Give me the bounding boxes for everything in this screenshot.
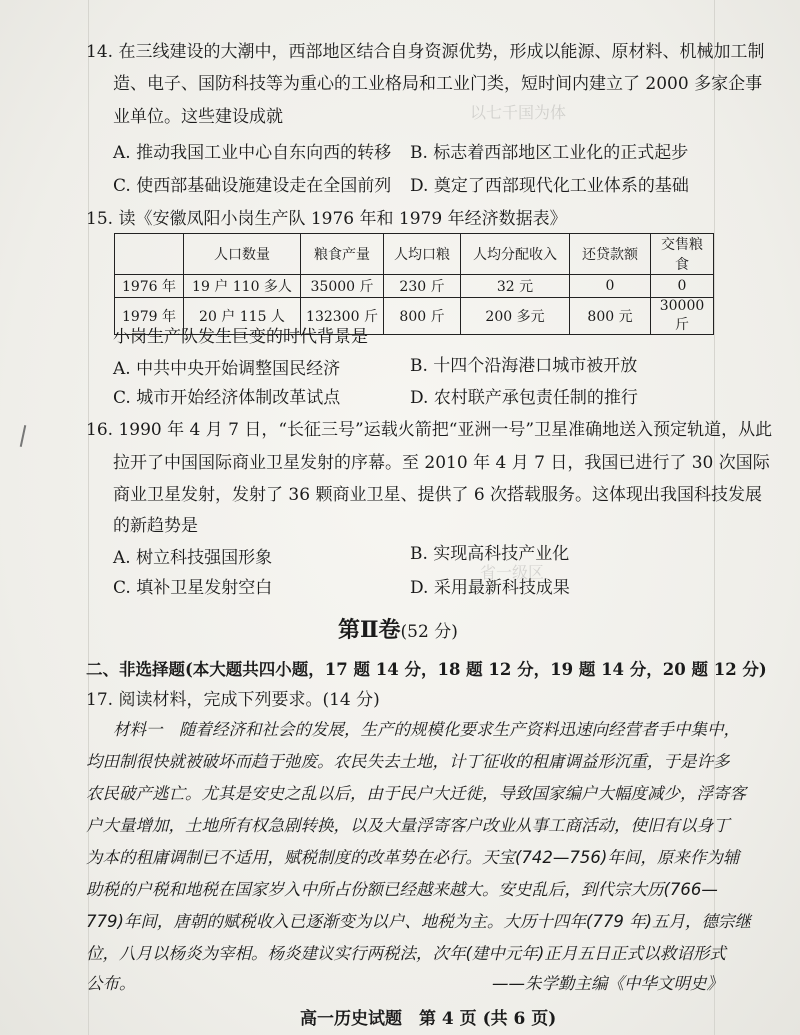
table-header-cell: 交售粮食 [651,234,714,275]
section-2-score: (52 分) [400,622,458,642]
table-cell: 35000 斤 [301,275,384,298]
q15-data-table [114,233,714,335]
q15-question: 小岗生产队发生巨变的时代背景是 [113,327,368,347]
q17-material-line: 为本的租庸调制已不适用，赋税制度的改革势在必行。天宝(742—756)年间，原来作为辅 [86,848,740,867]
q17-material-line: 户大量增加，土地所有权急剧转换，以及大量浮寄客户改业从事工商活动，使旧有以身丁 [86,816,730,835]
table-cell: 230 斤 [384,275,461,298]
table-cell: 800 元 [570,298,651,335]
table-header-cell: 人均分配收入 [461,234,570,275]
q17-stem: 17. 阅读材料，完成下列要求。(14 分) [86,690,380,710]
table-header-cell: 还贷款额 [570,234,651,275]
q15-stem: 15. 读《安徽凤阳小岗生产队 1976 年和 1979 年经济数据表》 [86,209,567,229]
section-2-heading: 二、非选择题(本大题共四小题，17 题 14 分，18 题 12 分，19 题 14 分，20 题 12 分) [86,660,767,679]
q17-source: ——朱学勤主编《中华文明史》 [492,974,723,993]
q14-stem-line: 造、电子、国防科技等为重心的工业格局和工业门类，短时间内建立了 2000 多家企事 [113,74,763,94]
q16-stem-line: 的新趋势是 [113,516,198,536]
q17-material-line: 位，八月以杨炎为宰相。杨炎建议实行两税法，次年(建中元年)正月五日正式以救诏形式 [86,944,726,963]
table-cell: 800 斤 [384,298,461,335]
table-cell: 132300 斤 [301,298,384,335]
bleed-through-text: 以七千国为体 [470,103,567,122]
q17-material-line: 均田制很快就被破坏而趋于弛废。农民失去土地，计丁征收的租庸调益形沉重，于是许多 [86,752,730,771]
table-header-cell [115,234,184,275]
q16-stem-line: 商业卫星发射，发射了 36 颗商业卫星、提供了 6 次搭载服务。这体现出我国科技发展 [113,485,763,505]
q17-material-line: 779)年间，唐朝的赋税收入已逐渐变为以户、地税为主。大历十四年(779 年)五月，德宗继 [86,912,752,931]
table-cell: 30000 斤 [651,298,714,335]
table-cell: 1976 年 [115,275,184,298]
table-cell: 1979 年 [115,298,184,335]
q14-option-a: A. 推动我国工业中心自东向西的转移 [113,143,392,163]
q14-stem-line: 业单位。这些建设成就 [113,107,283,127]
table-header-cell: 粮食产量 [301,234,384,275]
page-footer: 高一历史试题 第 4 页 (共 6 页) [300,1009,557,1029]
q16-stem-line: 拉开了中国国际商业卫星发射的序幕。至 2010 年 4 月 7 日，我国已进行了 30 次国际 [113,453,770,473]
q17-material-line: 公布。 [86,974,136,993]
q17-material-line: 农民破产逃亡。尤其是安史之乱以后，由于民户大迁徙，导致国家编户大幅度减少，浮寄客 [86,784,746,803]
section-2-label: 第Ⅱ卷 [338,617,401,643]
q16-option-d: D. 采用最新科技成果 [410,578,570,598]
q15-option-c: C. 城市开始经济体制改革试点 [113,388,341,408]
table-cell: 0 [570,275,651,298]
section-2-title [338,613,458,644]
margin-pen-mark [20,425,27,447]
q15-option-a: A. 中共中央开始调整国民经济 [113,359,341,379]
bleed-through-text: 省一级区 [480,563,545,582]
q15-option-d: D. 农村联产承包责任制的推行 [410,388,638,408]
table-cell: 200 多元 [461,298,570,335]
q16-option-c: C. 填补卫星发射空白 [113,578,273,598]
q14-option-d: D. 奠定了西部现代化工业体系的基础 [410,176,689,196]
table-header-row [115,234,714,275]
table-cell: 32 元 [461,275,570,298]
q14-stem-line: 14. 在三线建设的大潮中，西部地区结合自身资源优势，形成以能源、原材料、机械加工制 [86,42,765,62]
q16-option-a: A. 树立科技强国形象 [113,548,273,568]
table-cell: 20 户 115 人 [184,298,301,335]
q16-option-b: B. 实现高科技产业化 [410,544,570,564]
q16-stem-line: 16. 1990 年 4 月 7 日，“长征三号”运载火箭把“亚洲一号”卫星准确地送入预定轨道，从此 [86,420,773,440]
table-row [115,275,714,298]
q17-material-line: 材料一 随着经济和社会的发展，生产的规模化要求生产资料迅速向经营者手中集中， [113,720,740,739]
q14-option-c: C. 使西部基础设施建设走在全国前列 [113,176,392,196]
table-cell: 0 [651,275,714,298]
table-header-cell: 人均口粮 [384,234,461,275]
table-header-cell: 人口数量 [184,234,301,275]
q17-material-line: 助税的户税和地税在国家岁入中所占份额已经越来越大。安史乱后，到代宗大历(766— [86,880,718,899]
q14-option-b: B. 标志着西部地区工业化的正式起步 [410,143,689,163]
q15-option-b: B. 十四个沿海港口城市被开放 [410,356,638,376]
table-cell: 19 户 110 多人 [184,275,301,298]
